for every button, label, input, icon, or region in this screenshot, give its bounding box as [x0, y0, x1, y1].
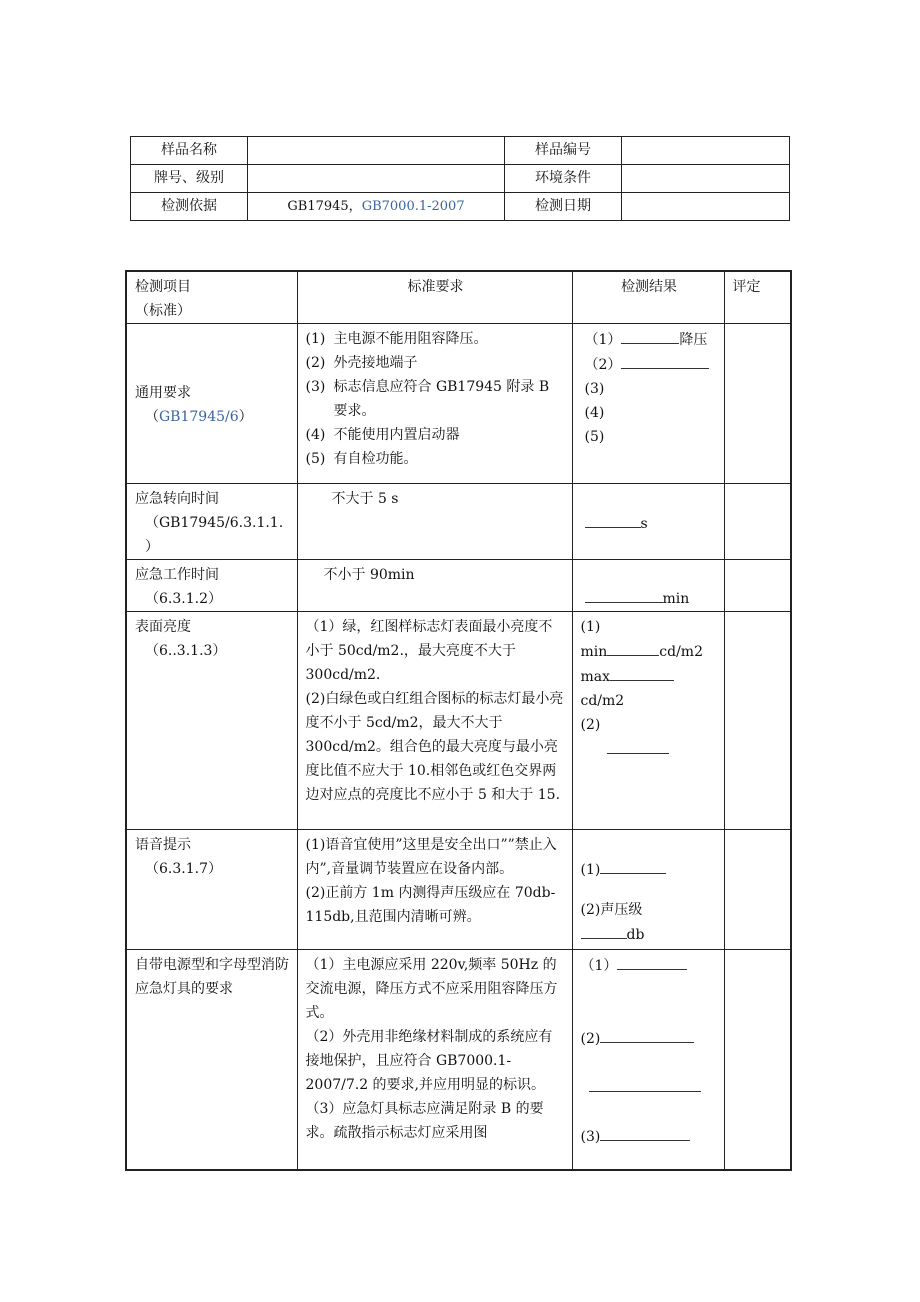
header-rating: 评定 — [724, 271, 791, 324]
rating-cell[interactable] — [724, 324, 791, 484]
result-cell — [572, 612, 724, 830]
requirement-text: (1)语音宜使用”这里是安全出口””禁止入内”,音量调节装置应在设备内部。 — [305, 837, 557, 877]
sample-info-table — [130, 136, 790, 221]
requirement-cell — [297, 830, 572, 950]
requirement-list — [306, 327, 566, 471]
header-item-label: 检测项目 — [135, 279, 191, 295]
item-ref: （6..3.1.3） — [145, 643, 227, 659]
item-label: 自带电源型和字母型消防应急灯具的要求 — [135, 957, 289, 997]
header-item-sub: （标准） — [135, 303, 191, 319]
basis-value — [248, 193, 505, 221]
item-cell — [126, 560, 297, 612]
result-blank[interactable] — [600, 1026, 694, 1043]
result-blank[interactable] — [607, 737, 669, 754]
result-line — [581, 1075, 718, 1100]
header-result: 检测结果 — [572, 271, 724, 324]
sample-no-value[interactable] — [622, 137, 790, 165]
environment-value[interactable] — [622, 165, 790, 193]
rating-cell[interactable] — [724, 830, 791, 950]
item-label: 通用要求 — [135, 385, 191, 401]
basis-standard-1: GB17945， — [287, 199, 362, 214]
result-blank[interactable] — [621, 327, 679, 344]
result-cell — [572, 324, 724, 484]
list-item: (5) 有自检功能。 — [305, 451, 418, 467]
item-cell — [126, 484, 297, 560]
item-cell — [126, 950, 297, 1170]
result-line: (3) — [581, 1124, 718, 1149]
header-item — [126, 271, 297, 324]
requirement-text: （1）主电源应采用 220v,频率 50Hz 的交流电源，降压方式不应采用阻容降压方式。 — [305, 957, 558, 1021]
table-row — [126, 612, 791, 830]
result-blank[interactable] — [600, 857, 666, 874]
item-ref: （6.3.1.2） — [145, 591, 222, 607]
basis-label: 检测依据 — [131, 193, 248, 221]
result-line: （1） 降压 — [585, 327, 718, 352]
item-ref: （GB17945/6） — [145, 409, 253, 425]
table-row — [126, 950, 791, 1170]
result-cell: s — [572, 484, 724, 560]
result-line: （2） — [585, 352, 718, 377]
environment-label: 环境条件 — [505, 165, 622, 193]
result-line: (5) — [584, 429, 605, 445]
header-requirement: 标准要求 — [297, 271, 572, 324]
item-cell — [126, 324, 297, 484]
result-cell — [572, 830, 724, 950]
result-blank[interactable] — [607, 639, 659, 656]
requirement-cell: 不小于 90min — [297, 560, 572, 612]
date-value[interactable] — [622, 193, 790, 221]
item-label: 应急工作时间 — [135, 567, 219, 583]
result-blank[interactable] — [585, 586, 663, 603]
rating-cell[interactable] — [724, 950, 791, 1170]
result-line: (2) — [580, 717, 601, 733]
rating-cell[interactable] — [724, 484, 791, 560]
table-header-row — [126, 271, 791, 324]
requirement-cell — [297, 950, 572, 1170]
item-label: 表面亮度 — [135, 619, 191, 635]
result-blank[interactable] — [585, 511, 641, 528]
table-row — [131, 165, 790, 193]
result-line: (2)声压级 — [580, 902, 643, 918]
result-blank[interactable] — [610, 664, 674, 681]
item-label: 应急转向时间 — [135, 491, 219, 507]
list-item: (3) 标志信息应符合 GB17945 附录 B 要求。 — [305, 379, 550, 419]
brand-grade-value[interactable] — [248, 165, 505, 193]
requirement-text: (2)白绿色或白红组合图标的标志灯最小亮度不小于 5cd/m2，最大不大于 300cd/m2。组合色的最大亮度与最小亮度比值不应大于 10.相邻色或红色交界两边对应点的亮度比不应小于 5 和大于 15. — [305, 691, 564, 803]
table-row — [126, 324, 791, 484]
result-blank[interactable] — [600, 1124, 690, 1141]
standard-link[interactable]: GB17945/6 — [159, 409, 239, 425]
result-line: （1） — [581, 953, 718, 978]
result-line: cd/m2 — [580, 693, 625, 709]
result-blank[interactable] — [621, 352, 709, 369]
item-cell — [126, 830, 297, 950]
result-line: (1) — [581, 857, 718, 882]
requirement-text: (2)正前方 1m 内测得声压级应在 70db-115db,且范围内清晰可辨。 — [305, 885, 556, 925]
item-ref: （6.3.1.7） — [145, 861, 222, 877]
table-row — [126, 484, 791, 560]
table-row — [131, 137, 790, 165]
brand-grade-label: 牌号、级别 — [131, 165, 248, 193]
list-item: (2) 外壳接地端子 — [305, 355, 418, 371]
item-cell — [126, 612, 297, 830]
rating-cell[interactable] — [724, 560, 791, 612]
result-blank[interactable] — [617, 953, 687, 970]
requirement-cell — [297, 612, 572, 830]
requirement-cell: 不大于 5 s — [297, 484, 572, 560]
result-line: (4) — [584, 405, 605, 421]
table-row — [131, 193, 790, 221]
requirement-cell — [297, 324, 572, 484]
sample-name-label: 样品名称 — [131, 137, 248, 165]
table-row — [126, 830, 791, 950]
result-line — [581, 737, 718, 762]
requirement-text: （2）外壳用非绝缘材料制成的系统应有接地保护，且应符合 GB7000.1-2007/7.2 的要求,并应用明显的标识。 — [305, 1029, 553, 1093]
result-blank[interactable] — [589, 1075, 701, 1092]
result-line: max — [581, 664, 718, 689]
item-ref: （GB17945/6.3.1.1. — [145, 515, 284, 531]
date-label: 检测日期 — [505, 193, 622, 221]
inspection-table — [125, 270, 792, 1171]
result-line: min cd/m2 — [581, 639, 718, 664]
result-cell — [572, 950, 724, 1170]
list-item: (4) 不能使用内置启动器 — [305, 427, 460, 443]
requirement-text: （3）应急灯具标志应满足附录 B 的要求。疏散指示标志灯应采用图 — [305, 1101, 544, 1141]
item-ref-end: ） — [145, 539, 159, 555]
table-row — [126, 560, 791, 612]
requirement-text: （1）绿，红图样标志灯表面最小亮度不小于 50cd/m2.，最大亮度不大于 300cd/m2. — [305, 619, 553, 683]
result-line: db — [581, 922, 718, 947]
sample-no-label: 样品编号 — [505, 137, 622, 165]
result-blank[interactable] — [581, 922, 627, 939]
result-line: (2) — [581, 1026, 718, 1051]
result-line: (1) — [580, 619, 601, 635]
result-line: (3) — [584, 381, 605, 397]
sample-name-value[interactable] — [248, 137, 505, 165]
basis-standard-link[interactable]: GB7000.1-2007 — [361, 199, 465, 214]
list-item: (1) 主电源不能用阻容降压。 — [305, 331, 488, 347]
item-label: 语音提示 — [135, 837, 191, 853]
rating-cell[interactable] — [724, 612, 791, 830]
result-cell: min — [572, 560, 724, 612]
